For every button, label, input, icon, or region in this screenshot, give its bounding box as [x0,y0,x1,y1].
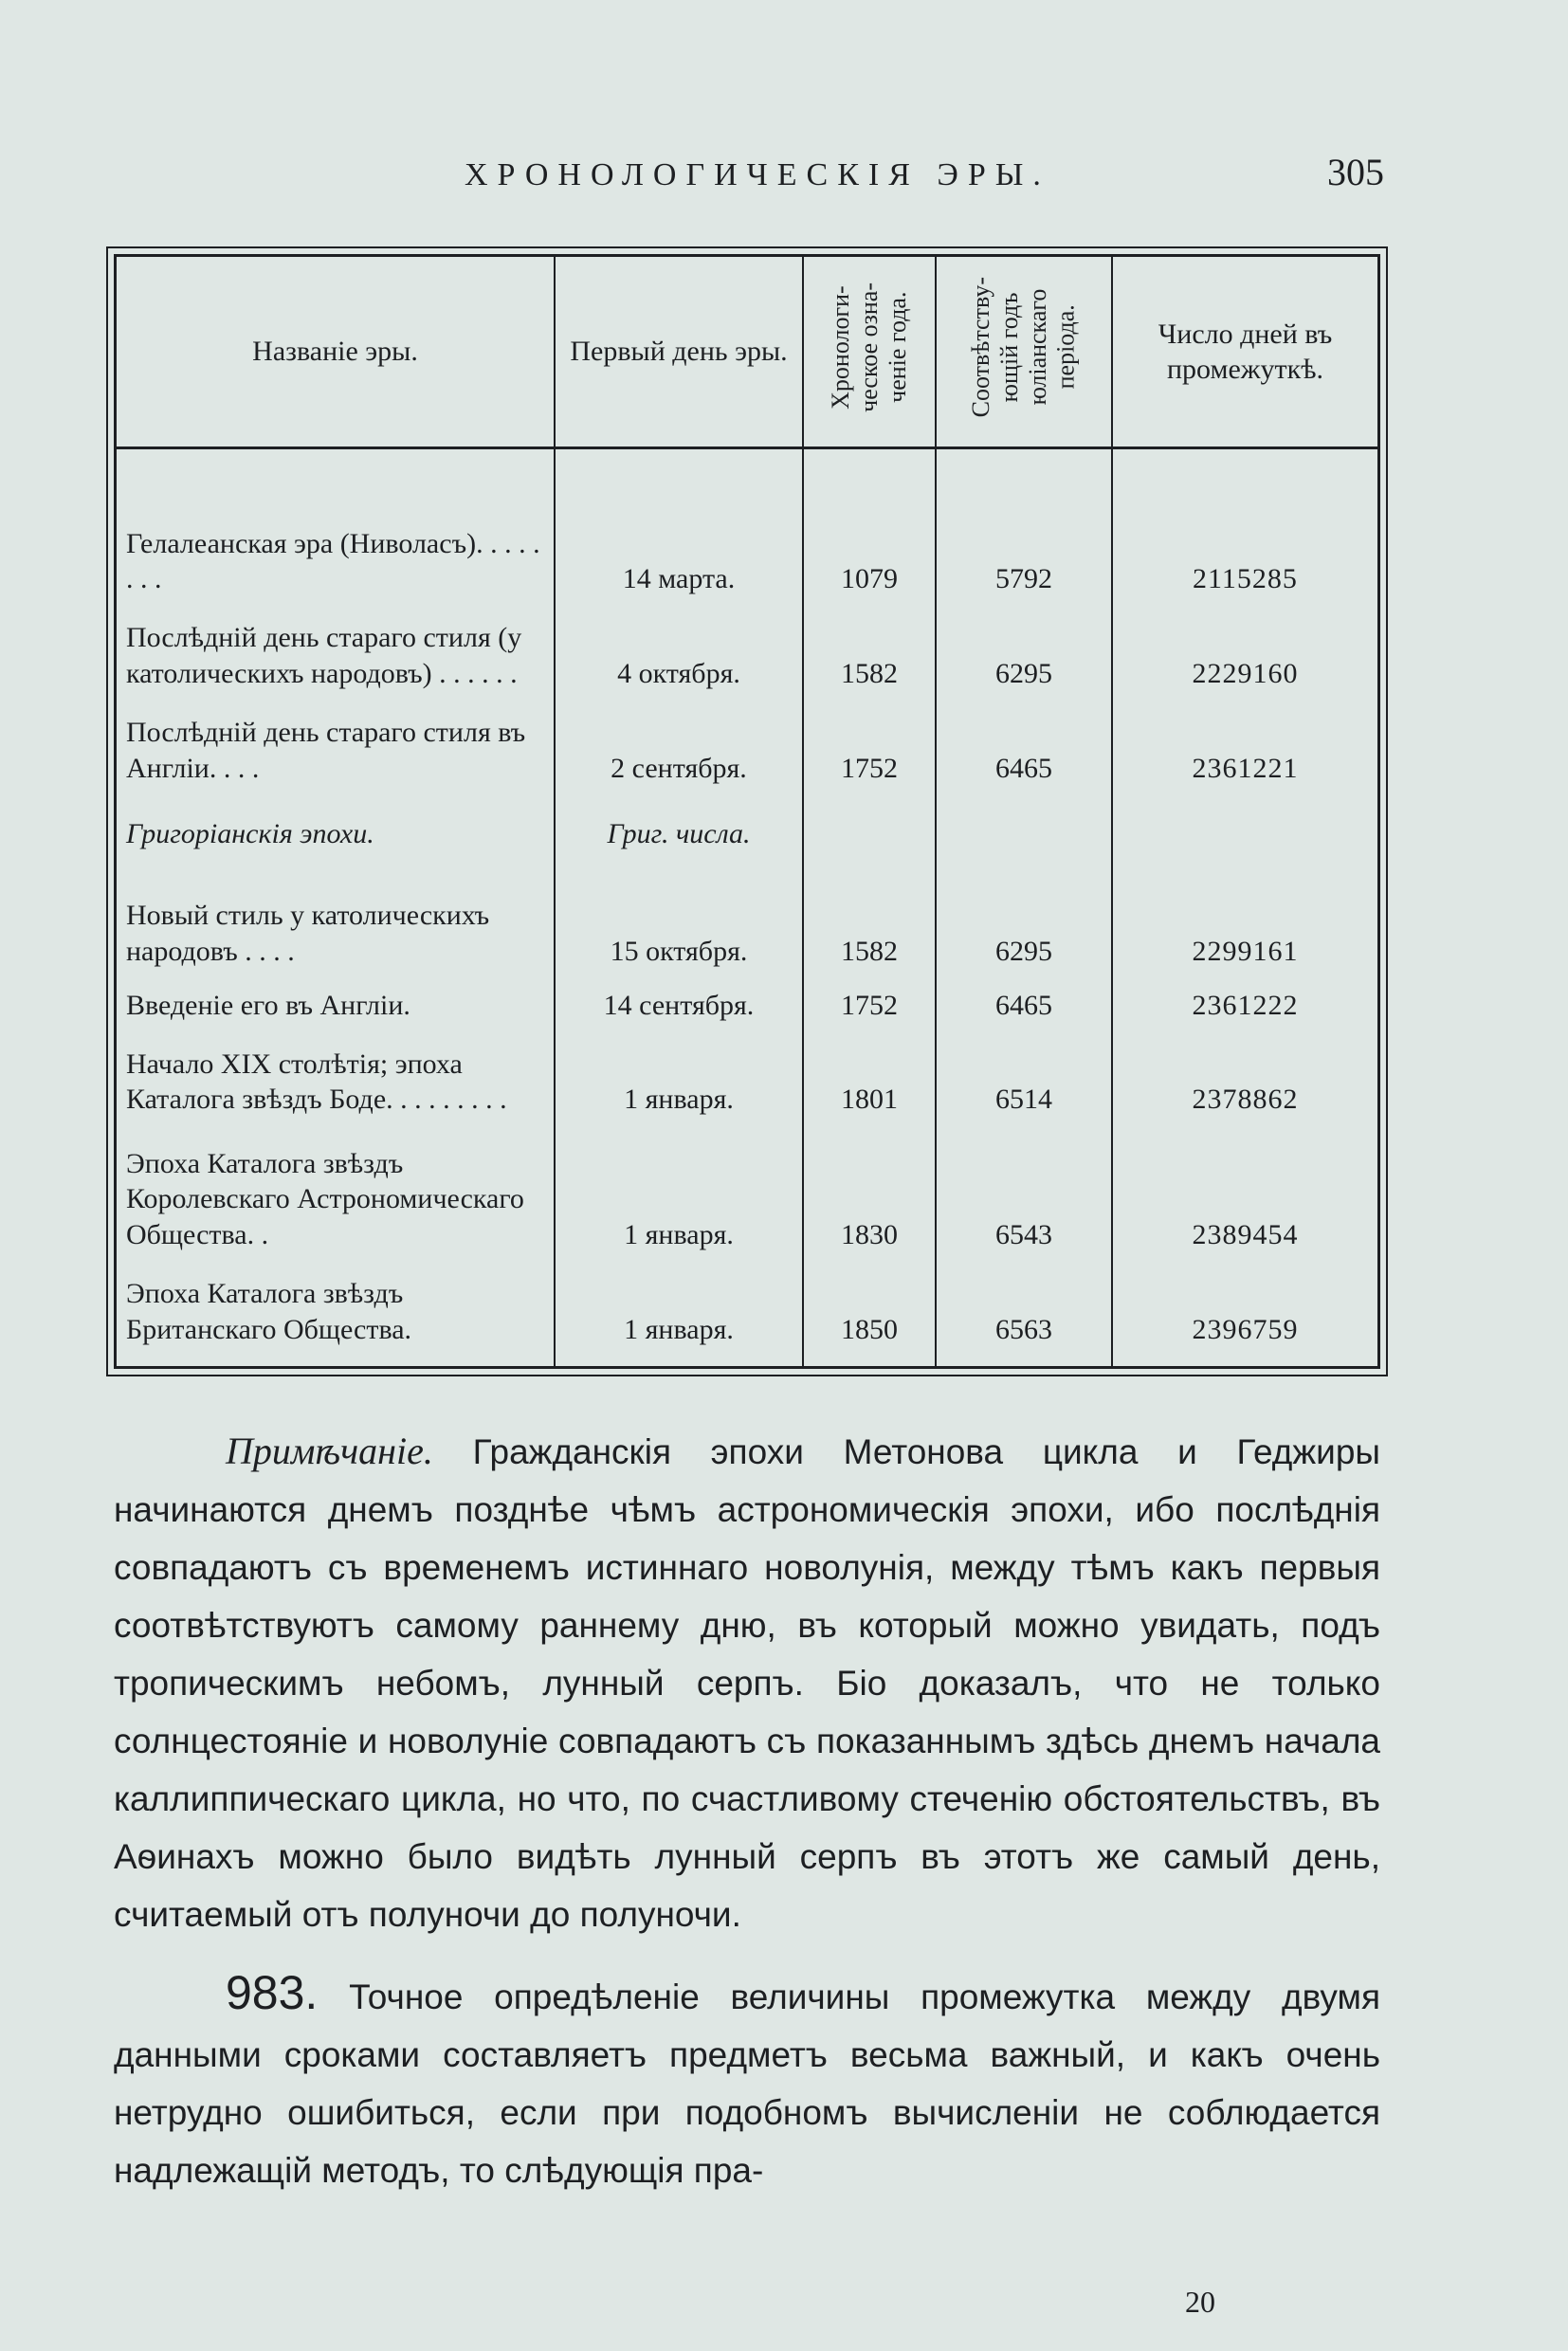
header-julian-year-text: Соотвѣтству- ющій годъ юліанскаго періода. [967,277,1080,418]
era-name: Послѣдній день стараго стиля въ Англіи. . . . [117,697,555,792]
table-row [117,603,1377,698]
header-chrono-year [803,257,936,448]
era-name: Эпоха Каталога звѣздъ Королевскаго Астрономическаго Общества. . [117,1123,555,1259]
section-983-paragraph [114,1964,1380,2199]
era-days: 2361221 [1192,752,1299,784]
section-title: Григоріанскія эпохи. [117,792,555,880]
era-days: 2299161 [1192,935,1299,967]
era-days: 2115285 [1193,563,1298,595]
era-days: 2389454 [1192,1218,1299,1250]
header-era-name: Названіе эры. [117,257,555,448]
era-first-day: 1 января. [555,1258,803,1353]
header-chrono-year-text: Хронологи- ческое озна- ченіе года. [827,282,911,412]
era-julian-year: 6543 [936,1123,1112,1259]
era-name: Послѣдній день стараго стиля (у католическихъ народовъ) . . . . . . [117,603,555,698]
header-days: Число дней въ промежуткѣ. [1112,257,1377,448]
page-header [114,150,1384,207]
header-first-day: Первый день эры. [555,257,803,448]
era-chrono-year: 1582 [803,603,936,698]
printer-signature: 20 [1185,2285,1215,2319]
section-number: 983. [226,1966,319,2019]
table-row [117,1029,1377,1123]
era-chrono-year: 1582 [803,881,936,975]
era-first-day: 14 сентября. [555,975,803,1029]
table-filler [117,1353,1377,1366]
note-paragraph [114,1422,1380,1943]
note-text: Гражданскія эпохи Метонова цикла и Геджиры начинаются днемъ позднѣе чѣмъ астрономическія эпохи, ибо послѣднія совпадаютъ съ временемъ истиннаго новолунія, между тѣмъ какъ первыя соотвѣтствуютъ самому раннему дню, въ который можно увидать, подъ тропическимъ небомъ, лунный серпъ. Біо доказалъ, что не только солнцестояніе и новолуніе совпадаютъ съ показаннымъ здѣсь днемъ начала каллиппическаго цикла, но что, по счастливому стеченію обстоятельствъ, въ Аѳинахъ можно было видѣть лунный серпъ въ этотъ же самый день, считаемый отъ полуночи до полуночи. [114,1432,1380,1934]
era-first-day: 1 января. [555,1029,803,1123]
era-first-day: 1 января. [555,1123,803,1259]
table-row [117,1123,1377,1259]
eras-table-frame [114,254,1380,1369]
era-julian-year: 6514 [936,1029,1112,1123]
table-row [117,1258,1377,1353]
era-chrono-year: 1850 [803,1258,936,1353]
section-983-text: Точное опредѣленіе величины промежутка между двумя данными сроками составляетъ предметъ весьма важный, и какъ очень нетрудно ошибиться, если при подобномъ вычисленіи не соблюдается надлежащій методъ, то слѣдующія пра- [114,1977,1380,2190]
era-days: 2229160 [1192,657,1299,689]
era-days: 2361222 [1192,989,1299,1021]
era-chrono-year: 1752 [803,975,936,1029]
eras-table [117,257,1377,1366]
era-first-day: 2 сентября. [555,697,803,792]
era-julian-year: 6295 [936,881,1112,975]
era-first-day: 4 октября. [555,603,803,698]
era-julian-year: 6465 [936,975,1112,1029]
era-chrono-year: 1801 [803,1029,936,1123]
era-chrono-year: 1079 [803,508,936,603]
era-julian-year: 6295 [936,603,1112,698]
era-chrono-year: 1752 [803,697,936,792]
era-days: 2378862 [1192,1084,1299,1116]
section-row [117,792,1377,880]
era-julian-year: 6465 [936,697,1112,792]
table-row [117,508,1377,603]
header-julian-year [936,257,1112,448]
running-title: ХРОНОЛОГИЧЕСКІЯ ЭРЫ. [465,157,1050,192]
era-chrono-year: 1830 [803,1123,936,1259]
era-julian-year: 5792 [936,508,1112,603]
era-days: 2396759 [1192,1313,1299,1345]
note-label: Примѣчаніе. [226,1430,433,1472]
era-name: Введеніе его въ Англіи. [117,975,555,1029]
era-name: Новый стиль у католическихъ народовъ . . . . [117,881,555,975]
table-spacer [117,448,1377,509]
body-text [114,1422,1380,2199]
era-first-day: 14 марта. [555,508,803,603]
table-row [117,881,1377,975]
table-header-row [117,257,1377,448]
era-name: Гелалеанская эра (Ниволасъ). . . . . . . . [117,508,555,603]
table-row [117,697,1377,792]
era-first-day: 15 октября. [555,881,803,975]
era-name: Эпоха Каталога звѣздъ Британскаго Общества. [117,1258,555,1353]
page-number: 305 [1327,151,1384,193]
table-row [117,975,1377,1029]
era-julian-year: 6563 [936,1258,1112,1353]
era-name: Начало XIX столѣтія; эпоха Каталога звѣздъ Боде. . . . . . . . . [117,1029,555,1123]
section-first-day: Григ. числа. [555,792,803,880]
